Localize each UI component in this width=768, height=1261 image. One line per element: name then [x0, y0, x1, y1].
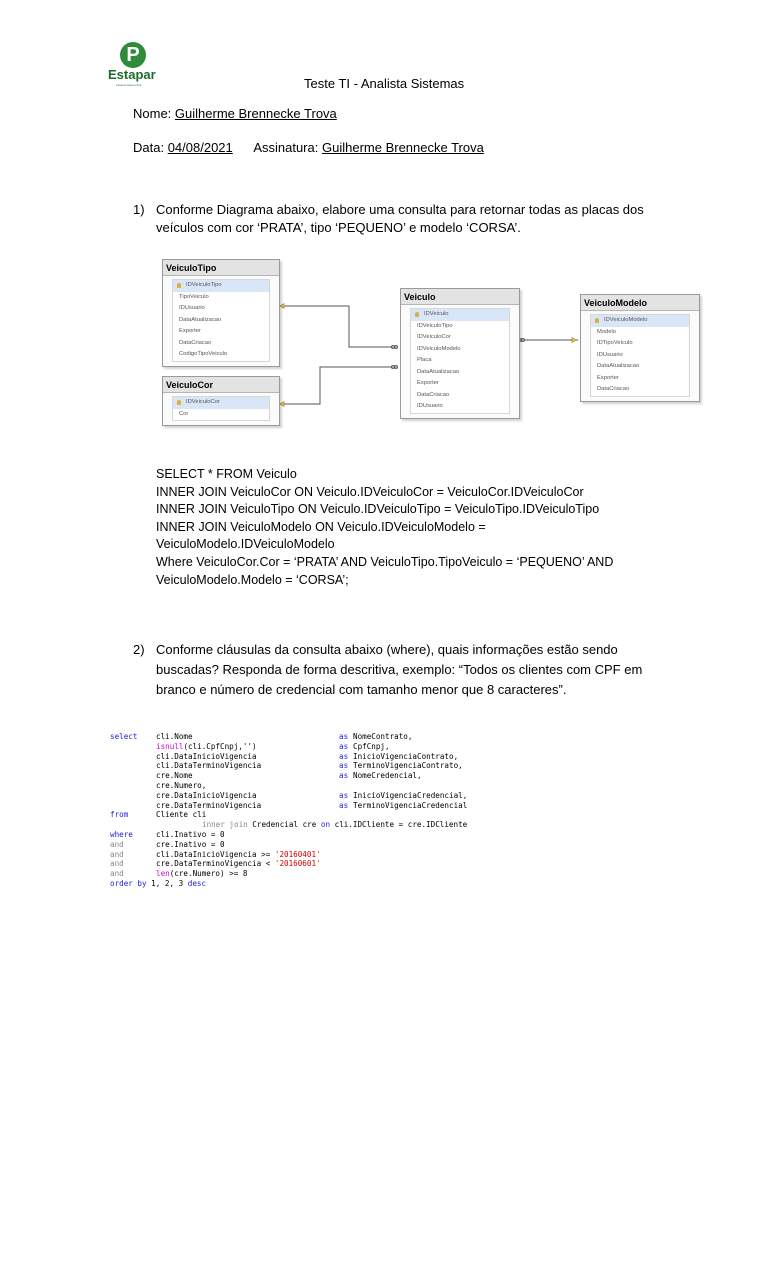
signature-value: Guilherme Brennecke Trova — [321, 140, 484, 155]
question-2-line: Conforme cláusulas da consulta abaixo (where), quais informações estão sendo — [156, 642, 618, 657]
name-row — [133, 106, 337, 121]
question-2-number: 2) — [133, 642, 145, 657]
table-title: Veiculo — [401, 289, 519, 305]
table-column: TipoVeiculo — [179, 293, 209, 300]
table-column: IDVeiculoTipo — [173, 280, 269, 292]
table-column: DataCriacao — [179, 339, 212, 346]
code-column: cre.DataTerminoVigencia — [156, 800, 262, 810]
code-keyword: as — [339, 771, 349, 781]
code-keyword: and — [110, 849, 124, 859]
table-veiculo — [400, 288, 520, 419]
relation-line-veiculotipo — [278, 306, 397, 347]
code-condition: cli.DataInicioVigencia >= '20160401' — [156, 849, 321, 859]
table-title: VeiculoModelo — [581, 295, 699, 311]
answer-1-sql — [156, 466, 613, 589]
table-column: Cor — [179, 410, 189, 417]
code-keyword: as — [339, 732, 349, 741]
code-keyword: and — [110, 859, 124, 869]
sql-line: Where VeiculoCor.Cor = ‘PRATA’ AND VeiculoTipo.TipoVeiculo = ‘PEQUENO’ AND — [156, 554, 614, 569]
table-veiculomodelo — [580, 294, 700, 402]
code-alias: TerminoVigenciaContrato, — [353, 761, 463, 771]
table-column: IDTipoVeiculo — [597, 340, 633, 346]
code-keyword: and — [110, 869, 124, 879]
sql-line: VeiculoModelo.Modelo = ‘CORSA’; — [156, 572, 349, 587]
key-icon — [177, 400, 181, 405]
code-function-call: isnull(cli.CpfCnpj,'') — [156, 741, 257, 751]
code-alias: NomeContrato, — [353, 732, 413, 741]
table-column: CodigoTipoVeiculo — [179, 351, 228, 357]
table-title: VeiculoTipo — [163, 260, 279, 276]
code-column: cre.Numero, — [156, 781, 207, 790]
code-keyword: where — [110, 830, 133, 839]
code-column: cli.DataInicioVigencia — [156, 751, 257, 761]
question-2-line: buscadas? Responda de forma descritiva, exemplo: “Todos os clientes com CPF em — [156, 662, 643, 677]
table-column: IDVeiculoModelo — [591, 315, 689, 327]
date-row — [133, 140, 484, 155]
table-title: VeiculoCor — [163, 377, 279, 393]
page-title: Teste TI - Analista Sistemas — [304, 76, 465, 91]
code-keyword: as — [339, 751, 349, 761]
date-label: Data: — [133, 140, 165, 155]
code-keyword: as — [339, 741, 349, 751]
name-value: Guilherme Brennecke Trova — [174, 106, 337, 121]
key-end-icon — [280, 402, 284, 407]
table-veiculocor — [162, 376, 280, 426]
code-join: inner join Credencial cre on cli.IDCliente = cre.IDCliente — [202, 820, 468, 830]
sql-line: SELECT * FROM Veiculo — [156, 467, 297, 481]
question-2 — [133, 640, 642, 700]
question-1-number: 1) — [133, 202, 145, 217]
code-column: cre.DataInicioVigencia — [156, 790, 257, 800]
sql-line: INNER JOIN VeiculoCor ON Veiculo.IDVeiculoCor = VeiculoCor.IDVeiculoCor — [156, 484, 584, 499]
date-value: 04/08/2021 — [167, 140, 233, 155]
relation-line-veiculocor — [278, 367, 397, 404]
table-column: DataAtualizacao — [179, 316, 222, 323]
key-end-icon — [572, 338, 576, 343]
code-alias: NomeCredencial, — [353, 771, 422, 781]
table-column: IDVeiculoCor — [417, 334, 451, 340]
question-1-line: veículos com cor ‘PRATA’, tipo ‘PEQUENO’ e modelo ‘CORSA’. — [156, 220, 521, 235]
code-alias: TerminoVigenciaCredencial — [353, 800, 468, 810]
code-table: Cliente cli — [156, 810, 207, 820]
code-keyword: and — [110, 839, 124, 849]
table-column: IDVeiculoModelo — [417, 345, 461, 352]
key-icon — [177, 283, 181, 288]
code-condition: cre.DataTerminoVigencia < '20160601' — [156, 859, 321, 869]
code-keyword: from — [110, 810, 129, 820]
table-column: Exporter — [597, 374, 619, 381]
table-column: IDVeiculoCor — [173, 397, 269, 409]
code-column: cli.DataTerminoVigencia — [156, 761, 262, 771]
key-icon — [595, 318, 599, 323]
code-condition: cre.Inativo = 0 — [156, 839, 225, 849]
code-column: cli.Nome — [156, 732, 193, 741]
code-condition: cli.Inativo = 0 — [156, 830, 225, 839]
logo-brand: Estapar — [108, 67, 156, 82]
sql-line: INNER JOIN VeiculoModelo ON Veiculo.IDVeiculoModelo = — [156, 519, 486, 534]
table-column: Modelo — [597, 328, 617, 335]
table-column: Exporter — [179, 328, 201, 334]
logo-tagline: estacionamentos — [116, 83, 142, 87]
table-column: IDUsuario — [179, 305, 205, 311]
logo-letter: P — [126, 44, 140, 66]
sql-line: VeiculoModelo.IDVeiculoModelo — [156, 537, 335, 552]
key-icon — [415, 312, 419, 317]
table-column: IDUsuario — [597, 351, 623, 358]
code-keyword: as — [339, 761, 349, 771]
code-keyword: as — [339, 800, 349, 810]
table-column: DataAtualizacao — [417, 368, 460, 375]
sql-code-block — [110, 732, 530, 892]
code-keyword: as — [339, 790, 349, 800]
estapar-logo — [104, 40, 168, 90]
signature-label: Assinatura: — [253, 140, 319, 155]
table-column: IDVeiculoTipo — [417, 322, 453, 329]
table-column: DataAtualizacao — [597, 363, 640, 369]
table-column: IDVeiculo — [411, 309, 509, 321]
table-column: Placa — [417, 357, 432, 363]
table-column: IDUsuario — [417, 403, 443, 409]
key-end-icon — [280, 304, 284, 309]
question-1-line: Conforme Diagrama abaixo, elabore uma consulta para retornar todas as placas dos — [156, 202, 644, 217]
code-condition: len(cre.Numero) >= 8 — [156, 869, 248, 879]
code-order-by: order by 1, 2, 3 desc — [110, 879, 207, 888]
code-column: cre.Nome — [156, 771, 193, 781]
code-alias: InicioVigenciaContrato, — [353, 751, 459, 761]
question-2-line: branco e número de credencial com tamanho menor que 8 caracteres”. — [156, 682, 567, 697]
sql-line: INNER JOIN VeiculoTipo ON Veiculo.IDVeiculoTipo = VeiculoTipo.IDVeiculoTipo — [156, 502, 600, 517]
code-alias: CpfCnpj, — [353, 741, 390, 751]
table-column: DataCriacao — [417, 391, 450, 398]
table-column: Exporter — [417, 380, 439, 386]
table-column: DataCriacao — [597, 386, 630, 392]
er-diagram — [150, 252, 720, 432]
code-keyword: select — [110, 732, 138, 741]
name-label: Nome: — [133, 106, 172, 121]
question-1 — [133, 201, 644, 237]
code-alias: InicioVigenciaCredencial, — [353, 790, 468, 800]
table-veiculotipo — [162, 259, 280, 367]
